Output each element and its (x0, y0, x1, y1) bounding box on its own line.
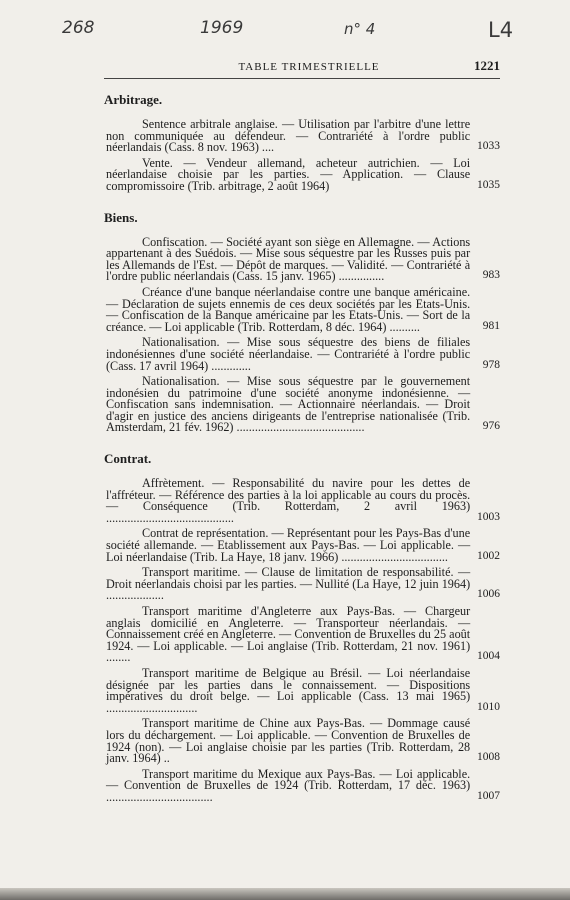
index-entry (104, 155, 500, 193)
handwritten-year: 1969 (200, 18, 244, 38)
index-entry (104, 528, 500, 563)
index-content (104, 92, 500, 808)
index-entry (104, 606, 500, 664)
entry-text: Nationalisation. — Mise sous séquestre des biens de filiales indonésiennes d'une société néerlandaise. — Contrariété à l'ordre public (Cass. 17 avril 1964) ............. (106, 335, 471, 373)
entry-text: Nationalisation. — Mise sous séquestre par le gouvernement indonésien du patrimoine d'une société anonyme indonésienne. — Confiscation sans indemnisation. — Actionnaire néerlandais. — Droit d'agir en justice des anciens dirigeants de l'entreprise nationalisée (Trib. Amsterdam, 21 fév. 1962) .......................................... (106, 374, 471, 435)
entry-page-ref: 1002 (477, 549, 500, 562)
index-entry (104, 376, 500, 434)
handwritten-issue: n° 4 (344, 20, 376, 38)
entry-page-ref: 978 (482, 358, 500, 371)
index-entry (104, 665, 500, 715)
header-rule (104, 78, 500, 79)
running-head (104, 58, 500, 74)
running-title: TABLE TRIMESTRIELLE (238, 61, 380, 73)
index-entry (104, 284, 500, 334)
section-heading: Biens. (104, 209, 138, 225)
section-heading: Arbitrage. (104, 92, 163, 107)
index-entry (104, 478, 500, 524)
entry-text: Créance d'une banque néerlandaise contre une banque américaine. — Déclaration de sujets ennemis de ces deux sociétés par les Etats-Unis. — Confiscation de la Banque américaine par les Etats-Unis. — Sort de la créance. — Loi applicable (Trib. Rotterdam, 8 déc. 1964) .......... (106, 284, 471, 334)
entry-page-ref: 1004 (477, 650, 500, 663)
entry-text: Transport maritime d'Angleterre aux Pays-Bas. — Chargeur anglais domicilié en Angleterre. — Transporteur néerlandais. — Connaissement créé en Angleterre. — Convention de Bruxelles du 25 août 1924. — Loi applicable. — Loi anglaise (Trib. Rotterdam, 21 nov. 1961) ........ (106, 604, 471, 665)
entry-page-ref: 1003 (477, 510, 500, 523)
entry-page-ref: 1010 (477, 700, 500, 713)
section-heading: Contrat. (104, 451, 152, 467)
section-contrat (104, 451, 500, 803)
entry-page-ref: 1033 (477, 140, 500, 153)
index-entry (104, 119, 500, 154)
index-entry (104, 718, 500, 764)
index-entry (104, 234, 500, 284)
entry-page-ref: 1007 (477, 789, 500, 802)
entry-text: Affrètement. — Responsabilité du navire pour les dettes de l'affréteur. — Référence des parties à la loi applicable au cours du procès. — Conséquence (Trib. Rotterdam, 2 avril 1963) .......................................... (106, 476, 471, 525)
entry-page-ref: 1035 (477, 178, 500, 191)
entry-text: Confiscation. — Société ayant son siège en Allemagne. — Actions appartenant à des Suédois. — Mise sous séquestre par les Russes puis par les Allemands de l'Est. — Dépôt de marques. — Validité. — Contrariété à l'ordre public néerlandais (Cass. 15 janv. 1965) ............... (106, 234, 471, 284)
entry-text: Transport maritime de Belgique au Brésil. — Loi néerlandaise désignée par les parties dans le connaissement. — Dispositions impératives du droit belge. — Loi applicable (Cass. 13 mai 1965) .............................. (106, 665, 471, 715)
entry-text: Contrat de représentation. — Représentant pour les Pays-Bas d'une société allemande. — Etablissement aux Pays-Bas. — Loi applicable. — Loi néerlandaise (Trib. La Haye, 18 janv. 1966) ................................... (106, 526, 471, 564)
index-entry (104, 567, 500, 602)
entry-page-ref: 1006 (477, 588, 500, 601)
handwritten-mark: L4 (488, 18, 514, 42)
section-arbitrage (104, 92, 500, 193)
entry-page-ref: 983 (482, 269, 500, 282)
entry-page-ref: 981 (482, 319, 500, 332)
entry-text: Vente. — Vendeur allemand, acheteur autrichien. — Loi néerlandaise choisie par les parties. — Application. — Clause compromissoire (Trib. arbitrage, 2 août 1964) (106, 155, 471, 193)
index-entry (104, 766, 500, 804)
entry-text: Sentence arbitrale anglaise. — Utilisation par l'arbitre d'une lettre non communiquée au défendeur. — Contrariété à l'ordre public néerlandais (Cass. 8 nov. 1963) .... (106, 117, 471, 155)
entry-text: Transport maritime. — Clause de limitation de responsabilité. — Droit néerlandais choisi par les parties. — Nullité (La Haye, 12 juin 1964) ................... (106, 565, 471, 603)
index-entry (104, 337, 500, 372)
entry-text: Transport maritime du Mexique aux Pays-Bas. — Loi applicable. — Convention de Bruxelles de 1924 (Trib. Rotterdam, 17 déc. 1963) ................................... (106, 766, 471, 804)
scan-bottom-edge (0, 888, 570, 900)
handwritten-number: 268 (62, 18, 95, 38)
entry-page-ref: 976 (482, 420, 500, 433)
entry-page-ref: 1008 (477, 751, 500, 764)
entry-text: Transport maritime de Chine aux Pays-Bas. — Dommage causé lors du déchargement. — Loi applicable. — Convention de Bruxelles de 1924 (non). — Loi anglaise choisie par les parties (Trib. Rotterdam, 28 janv. 1964) .. (106, 716, 471, 766)
section-biens (104, 210, 500, 435)
page-number: 1221 (474, 58, 500, 73)
